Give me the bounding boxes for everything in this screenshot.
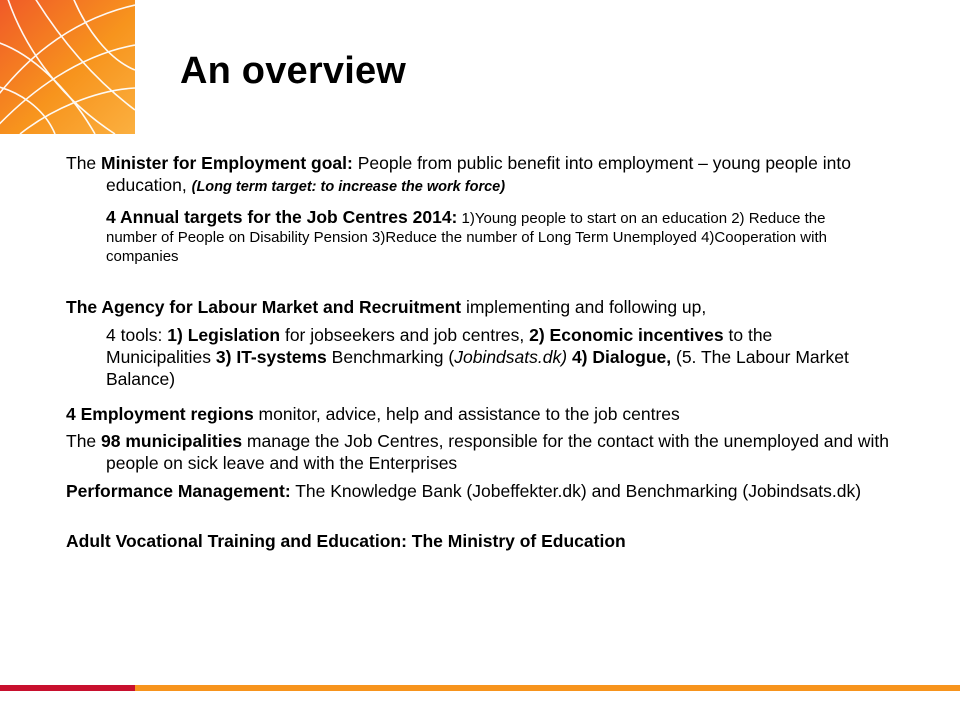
p1-text: People from public benefit into employment – young people into education,	[106, 153, 851, 195]
p2-text: implementing and following up,	[461, 297, 707, 317]
slide-title: An overview	[180, 50, 407, 92]
p2b-b4: 4) Dialogue,	[571, 347, 672, 367]
paragraph-minister-goal	[66, 152, 906, 198]
p1-prefix: The	[66, 153, 102, 173]
p2b-b1: 1) Legislation	[167, 325, 281, 345]
p4-text: manage the Job Centres, responsible for the contact with the unemployed and with people on sick leave and with the Enterprises	[106, 431, 889, 473]
p1-long-term-target: (Long term target: to increase the work force)	[191, 179, 506, 195]
paragraph-employment-regions	[66, 403, 906, 425]
p2-bold: The Agency for Labour Market and Recruitment	[66, 297, 462, 317]
p1b-text: 1)Young people to start on an education 2) Reduce the number of People on Disability Pension 3)Reduce the number of Long Term Unemployed 4)Cooperation with companies	[106, 210, 827, 265]
p2b-t6: (5. The Labour Market Balance)	[106, 347, 849, 389]
footer-bar-red-segment	[0, 685, 135, 691]
p1b-bold: 4 Annual targets for the Job Centres 2014:	[106, 207, 458, 227]
footer-color-bar	[0, 685, 960, 691]
logo-orange-block	[0, 0, 135, 134]
p2b-b3: 3) IT-systems	[215, 347, 327, 367]
p2b-t2: for jobseekers and job centres,	[280, 325, 530, 345]
p5-bold: Performance Management:	[66, 481, 291, 501]
p4-prefix: The	[66, 431, 102, 451]
paragraph-four-tools	[106, 324, 866, 390]
corner-logo-graphic	[0, 0, 135, 134]
p2b-t4: Benchmarking (	[326, 347, 455, 367]
p5-text: The Knowledge Bank (Jobeffekter.dk) and Benchmarking (Jobindsats.dk)	[290, 481, 862, 501]
p6-bold: Adult Vocational Training and Education: The Ministry of Education	[66, 531, 626, 551]
p2b-i1: Jobindsats.dk)	[454, 347, 568, 367]
paragraph-annual-targets	[106, 206, 866, 266]
paragraph-adult-training	[66, 530, 926, 552]
paragraph-agency	[66, 296, 906, 318]
paragraph-municipalities	[66, 430, 906, 474]
footer-bar-orange-segment	[135, 685, 960, 691]
p2b-t1: 4 tools:	[106, 325, 168, 345]
p1-bold: Minister for Employment goal:	[101, 153, 353, 173]
p2b-t3: to the Municipalities	[106, 325, 773, 367]
paragraph-performance-management	[66, 480, 906, 502]
p3-bold: 4 Employment regions	[66, 404, 254, 424]
p2b-b2: 2) Economic incentives	[529, 325, 724, 345]
p3-text: monitor, advice, help and assistance to the job centres	[253, 404, 680, 424]
p4-bold: 98 municipalities	[101, 431, 243, 451]
